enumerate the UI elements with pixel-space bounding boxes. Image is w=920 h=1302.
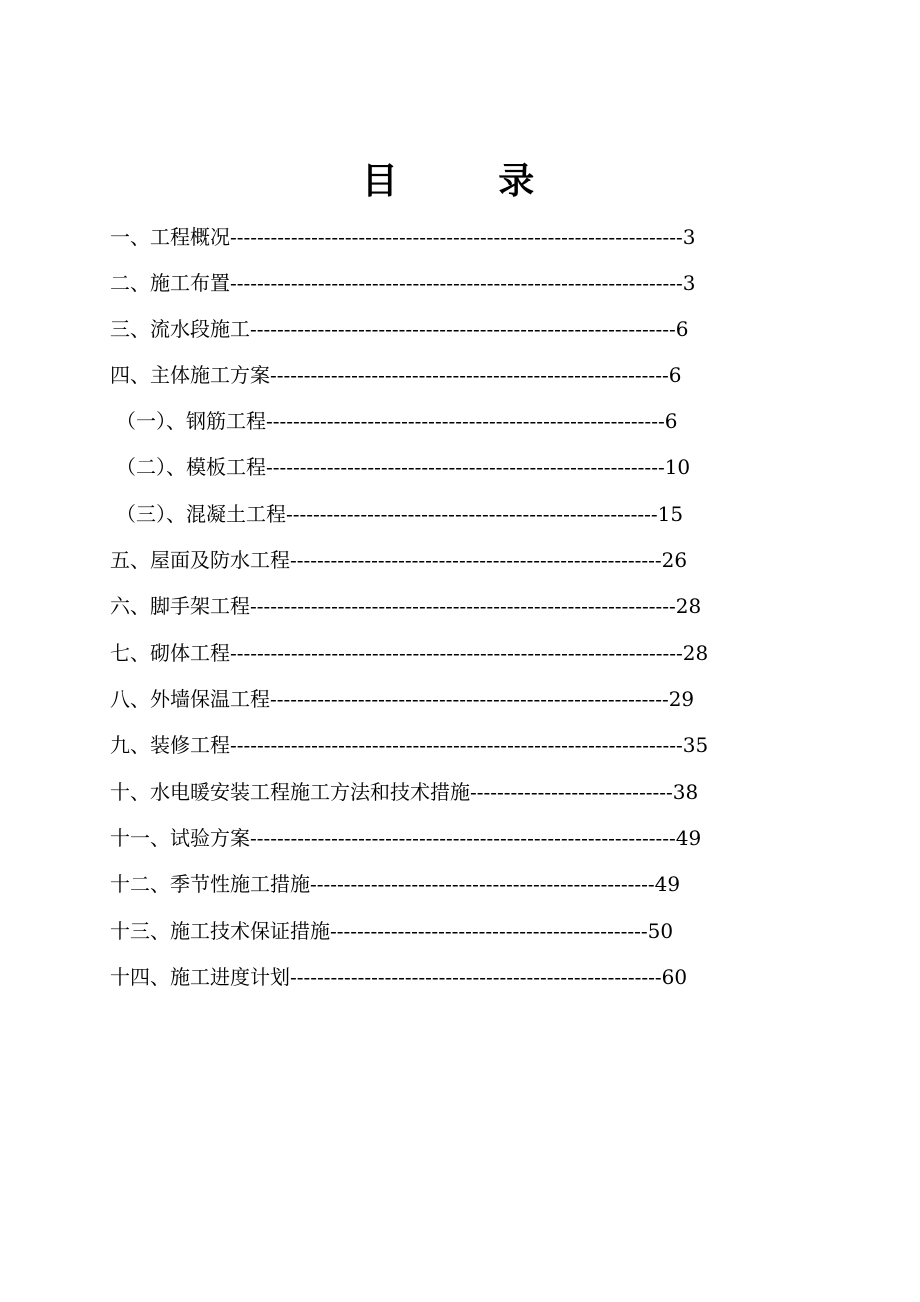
toc-entry — [110, 222, 742, 252]
toc-entry-text: 二、施工布置-------------------------------------------------------------------3 — [110, 271, 696, 295]
toc-entry-text: 九、装修工程-------------------------------------------------------------------35 — [110, 733, 709, 757]
toc-entry — [110, 638, 742, 668]
toc-entry-text: 十一、试验方案---------------------------------------------------------------49 — [110, 826, 702, 850]
toc-entry — [110, 869, 742, 899]
toc-entry-text: 三、流水段施工---------------------------------------------------------------6 — [110, 317, 689, 341]
toc-entry-text: 十、水电暖安装工程施工方法和技术措施------------------------------38 — [110, 780, 699, 804]
toc-entry-text: 十二、季节性施工措施---------------------------------------------------49 — [110, 872, 681, 896]
toc-entry — [110, 360, 742, 390]
toc-entry — [110, 591, 742, 621]
toc-entry-text: 十三、施工技术保证措施-----------------------------------------------50 — [110, 919, 674, 943]
toc-entry-text: 一、工程概况-------------------------------------------------------------------3 — [110, 225, 696, 249]
toc-entry — [110, 314, 742, 344]
toc-entry — [116, 406, 742, 436]
toc-entry — [110, 684, 742, 714]
toc-entry-text: （二）、模板工程-----------------------------------------------------------10 — [116, 455, 691, 479]
toc-entry-text: 四、主体施工方案-----------------------------------------------------------6 — [110, 363, 682, 387]
toc-entry-text: （三）、混凝土工程-------------------------------------------------------15 — [116, 502, 684, 526]
toc-entry — [110, 823, 742, 853]
toc-entry-text: 八、外墙保温工程-----------------------------------------------------------29 — [110, 687, 695, 711]
toc-entry-text: （一）、钢筋工程-----------------------------------------------------------6 — [116, 409, 678, 433]
toc-entry — [110, 962, 742, 992]
toc-entry — [110, 777, 742, 807]
toc-entry — [110, 268, 742, 298]
page-title: 目 录 — [361, 161, 579, 202]
toc-entry — [116, 452, 742, 482]
toc-entry — [110, 916, 742, 946]
toc-entry — [110, 545, 742, 575]
toc-entry-text: 五、屋面及防水工程-------------------------------------------------------26 — [110, 548, 688, 572]
toc-entry-text: 七、砌体工程-------------------------------------------------------------------28 — [110, 641, 709, 665]
toc-entry-text: 六、脚手架工程---------------------------------------------------------------28 — [110, 594, 702, 618]
toc-entry-text: 十四、施工进度计划-------------------------------------------------------60 — [110, 965, 688, 989]
toc-entry — [116, 499, 742, 529]
toc-entry — [110, 730, 742, 760]
